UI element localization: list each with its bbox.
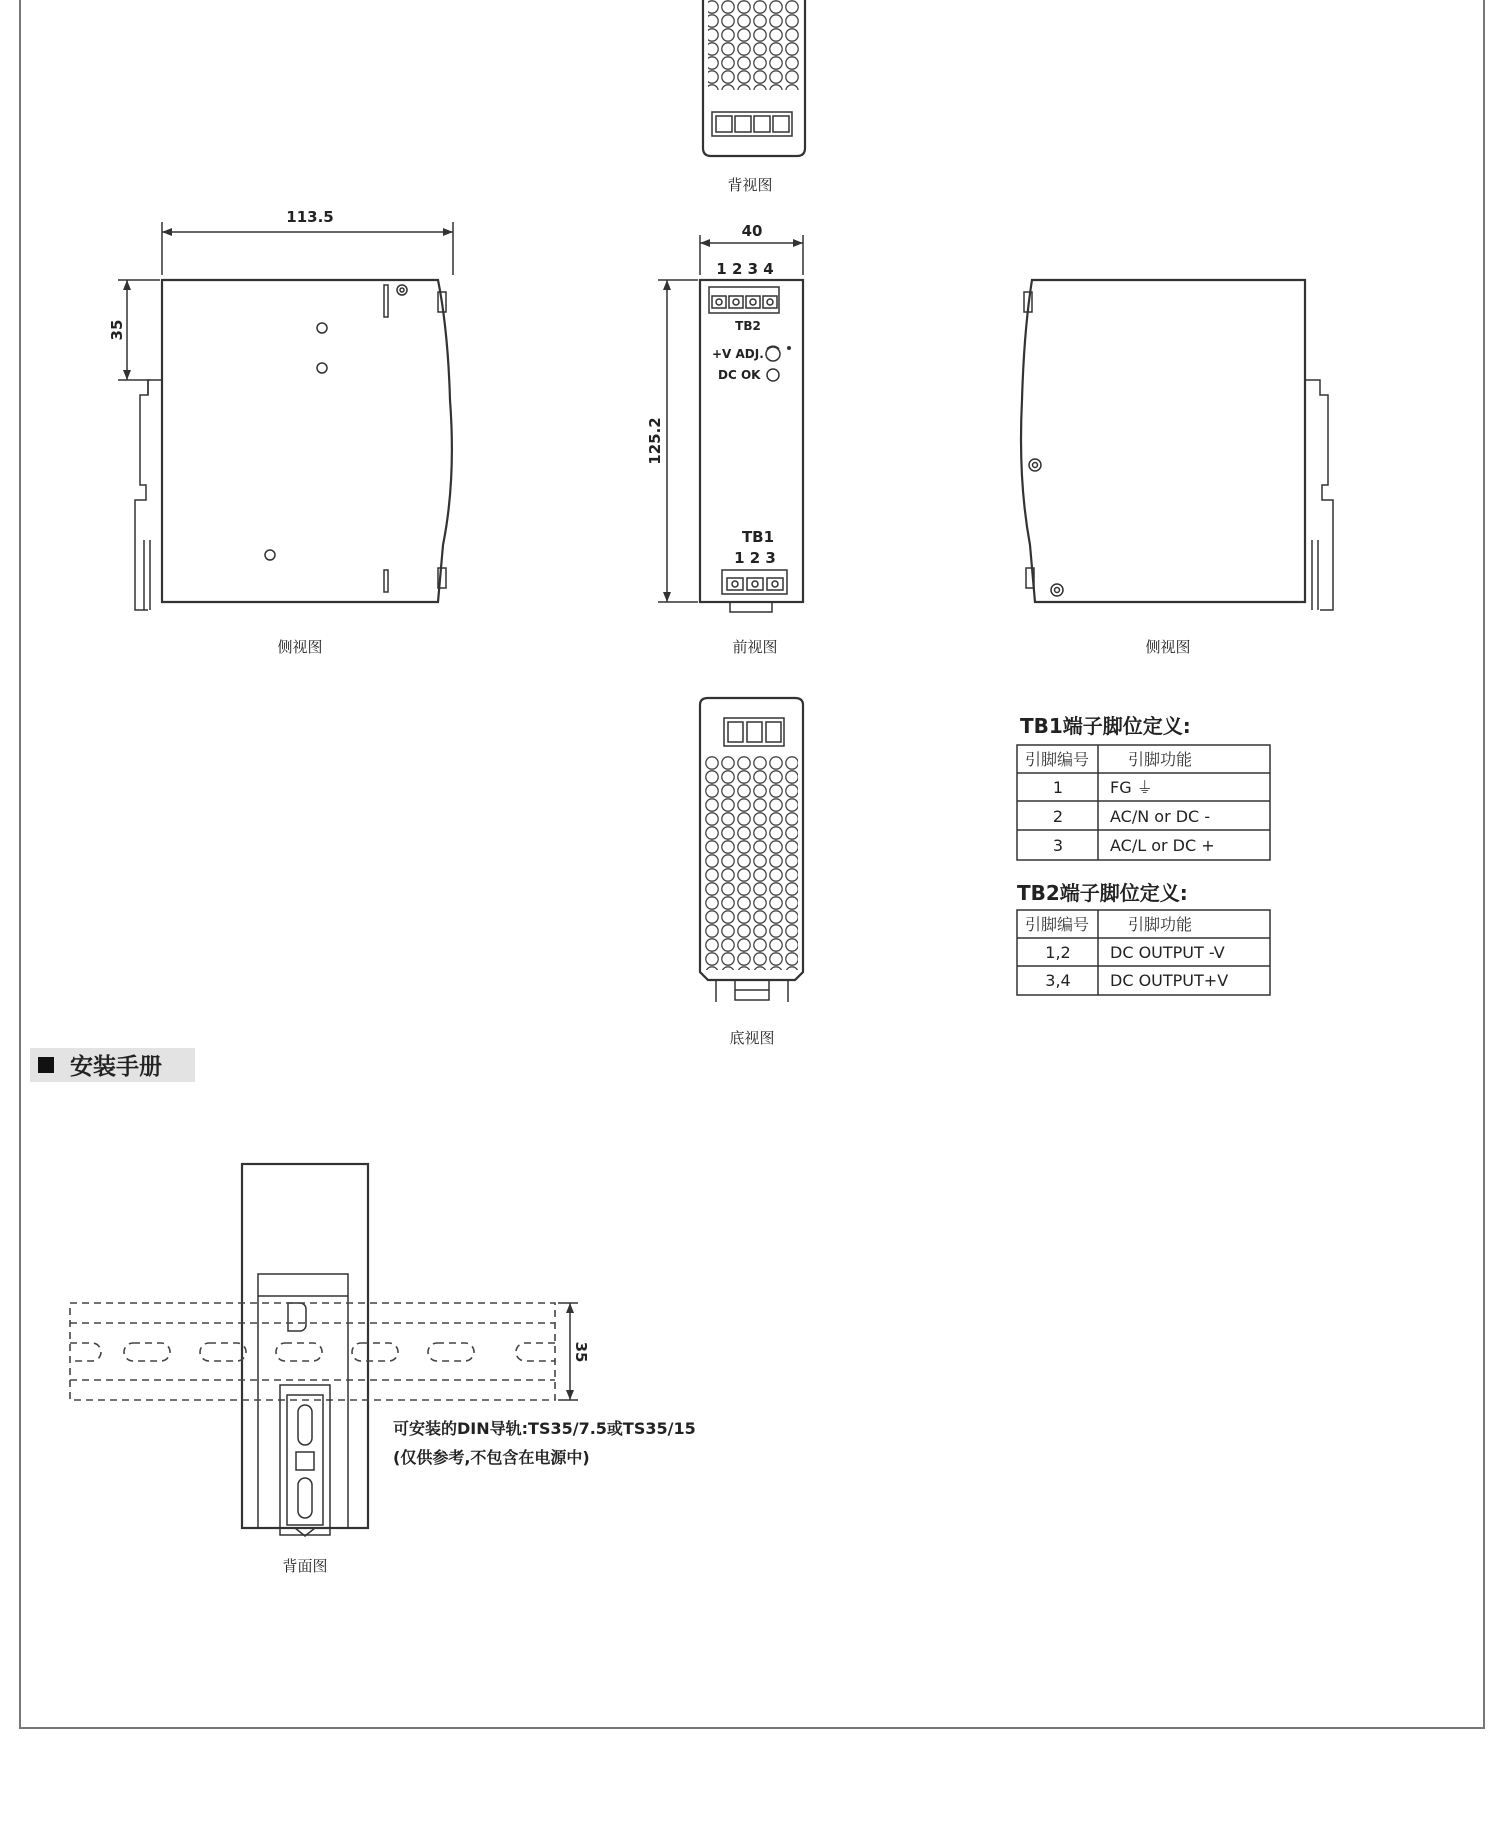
back-housing (242, 1164, 368, 1528)
tb2-row-2-function: DC OUTPUT+V (1110, 971, 1229, 990)
din-note-line2: (仅供参考,不包含在电源中) (393, 1448, 590, 1467)
tb1-row-2-pin: 2 (1052, 807, 1064, 826)
vent-grille (708, 0, 800, 90)
dim-height-value: 125.2 (646, 417, 664, 465)
bottom-view (700, 698, 803, 1047)
tb2-label: TB2 (735, 319, 761, 333)
tb2-pin-numbers: 1 2 3 4 (716, 260, 774, 278)
tb2-row-2-pin: 3,4 (1045, 971, 1071, 990)
din-clip-right (1305, 380, 1333, 610)
caption-right-side: 侧视图 (1145, 638, 1191, 656)
dim-front-width-value: 40 (741, 222, 763, 240)
tb2-pin-table (1017, 881, 1270, 995)
section-title: 安装手册 (70, 1054, 162, 1080)
dimension-width (162, 208, 453, 275)
square-bullet-icon (38, 1057, 54, 1073)
left-side-view (108, 208, 453, 656)
rear-view-top (703, 0, 805, 194)
tb1-row-3-pin: 3 (1052, 836, 1064, 855)
tb2-header-function: 引脚功能 (1127, 915, 1193, 934)
tb2-row-1-function: DC OUTPUT -V (1110, 943, 1225, 962)
tb1-pin-table (1017, 714, 1270, 860)
din-note-line1: 可安装的DIN导轨:TS35/7.5或TS35/15 (393, 1419, 696, 1438)
dimension-mount-rail (558, 1303, 590, 1400)
front-view (646, 222, 803, 656)
din-clip-left (135, 380, 162, 610)
dimension-height (646, 280, 698, 602)
dim-width-value: 113.5 (286, 208, 334, 226)
tb1-row-1-function: FG ⏚ (1110, 778, 1153, 797)
tb1-row-1-pin: 1 (1052, 778, 1064, 797)
vent-grille-bottom (705, 756, 798, 970)
caption-bottom-view: 底视图 (729, 1029, 775, 1047)
dimension-rail-height (108, 280, 160, 380)
side-housing-left (162, 280, 452, 602)
tb1-table-title: TB1端子脚位定义: (1020, 714, 1191, 738)
dcok-label: DC OK (718, 368, 761, 382)
right-side-view (1021, 280, 1333, 656)
tb1-pin-numbers: 1 2 3 (734, 549, 776, 567)
installation-section-heading (30, 1048, 195, 1082)
tb1-row-3-function: AC/L or DC + (1110, 836, 1215, 855)
side-housing-right (1021, 280, 1305, 602)
caption-left-side: 侧视图 (277, 638, 323, 656)
bottom-clip (716, 980, 788, 1002)
din-mount-back-view (70, 1164, 696, 1575)
vadj-label: +V ADJ. (712, 347, 764, 361)
tb1-label: TB1 (741, 528, 775, 546)
dim-rail-height-value: 35 (108, 319, 126, 341)
tb1-header-function: 引脚功能 (1127, 750, 1193, 769)
caption-front-view: 前视图 (732, 638, 778, 656)
dim-mount-rail-value: 35 (572, 1341, 590, 1363)
tb2-row-1-pin: 1,2 (1045, 943, 1071, 962)
tb1-header-pin: 引脚编号 (1024, 750, 1090, 769)
tb2-table-title: TB2端子脚位定义: (1017, 881, 1188, 905)
caption-rear-view: 背视图 (727, 176, 773, 194)
caption-back-view: 背面图 (282, 1557, 328, 1575)
tb1-row-2-function: AC/N or DC - (1110, 807, 1211, 826)
tb2-header-pin: 引脚编号 (1024, 915, 1090, 934)
